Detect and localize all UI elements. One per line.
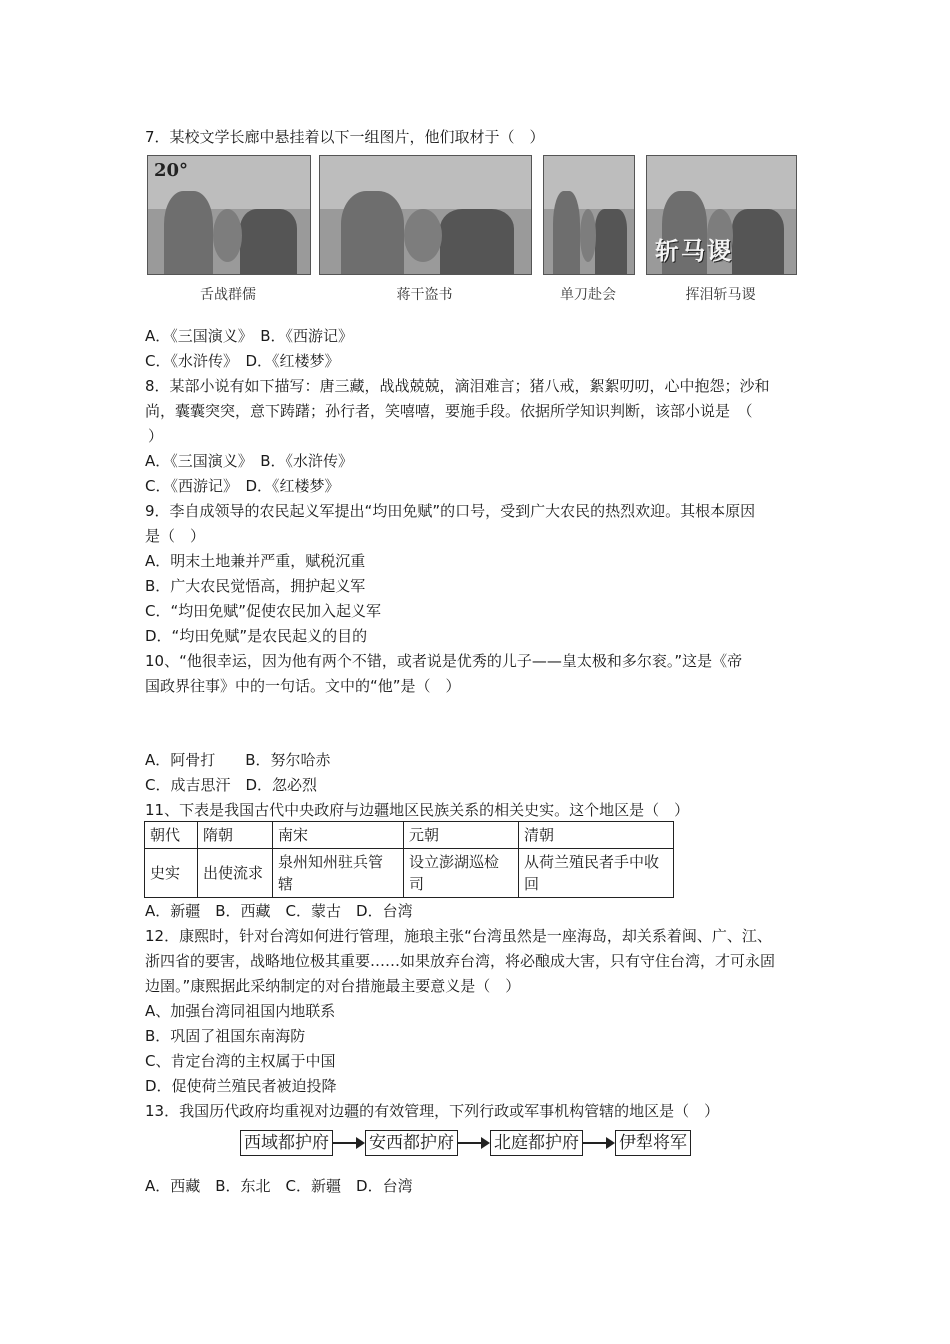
arrow-right-icon [458,1131,490,1155]
q12-option-c: C、肯定台湾的主权属于中国 [145,1052,336,1070]
table-cell: 从荷兰殖民者手中收 回 [519,849,674,898]
table-header-cell: 朝代 [145,822,198,849]
flow-box-anxi: 安西都护府 [365,1130,458,1156]
q7-option-cd: C．《水浒传》 D．《红楼梦》 [145,352,340,370]
flow-box-beiting: 北庭都护府 [490,1130,583,1156]
q11-options: A．新疆 B．西藏 C．蒙古 D．台湾 [145,902,413,920]
table-header-cell: 清朝 [519,822,674,849]
flow-box-xiyu: 西域都护府 [240,1130,333,1156]
caption-2: 蒋干盗书 [396,287,453,303]
table-cell: 设立澎湖巡检 司 [404,849,519,898]
q9-option-b: B．广大农民觉悟高，拥护起义军 [145,577,366,595]
caption-1: 舌战群儒 [200,287,256,303]
q8-stem-line3: ） [148,427,164,445]
table-header-cell: 南宋 [273,822,404,849]
image-huilei-zhan-masu [646,155,797,275]
q10-stem-line2: 国政界往事》中的一句话。文中的“他”是（ ） [145,677,461,695]
table-row-label: 史实 [145,849,198,898]
table-header-row [145,822,674,849]
table-header-cell: 隋朝 [198,822,273,849]
q9-stem-line1: 9．李自成领导的农民起义军提出“均田免赋”的口号，受到广大农民的热烈欢迎。其根本原因 [145,502,756,520]
q8-option-cd: C．《西游记》 D．《红楼梦》 [145,477,340,495]
q12-stem-line3: 边圉。”康熙据此采纳制定的对台措施最主要意义是（ ） [145,977,521,995]
table-header-cell: 元朝 [404,822,519,849]
caption-4: 挥泪斩马谡 [685,287,756,303]
q12-option-b: B．巩固了祖国东南海防 [145,1027,306,1045]
q11-stem: 11、下表是我国古代中央政府与边疆地区民族关系的相关史实。这个地区是（ ） [145,801,690,819]
q7-option-ab: A．《三国演义》 B．《西游记》 [145,327,354,345]
q13-stem: 13．我国历代政府均重视对边疆的有效管理，下列行政或军事机构管辖的地区是（ ） [145,1102,720,1120]
q9-option-c: C．“均田免赋”促使农民加入起义军 [145,602,382,620]
image-jianggan-daoshu [319,155,532,275]
admin-flow-diagram [240,1130,691,1156]
q9-option-a: A．明末土地兼并严重，赋税沉重 [145,552,366,570]
q10-option-ab: A．阿骨打 B．努尔哈赤 [145,751,331,769]
q12-stem-line2: 浙四省的要害，战略地位极其重要……如果放弃台湾，将必酿成大害，只有守住台湾，才可永固 [145,952,776,970]
caption-3: 单刀赴会 [560,287,616,303]
stamp-value: 20° [154,160,189,181]
arrow-right-icon [333,1131,365,1155]
table-cell: 出使流求 [198,849,273,898]
q12-option-a: A、加强台湾同祖国内地联系 [145,1002,336,1020]
flow-box-yili: 伊犁将军 [615,1130,691,1156]
q8-option-ab: A．《三国演义》 B．《水浒传》 [145,452,354,470]
q12-stem-line1: 12．康熙时，针对台湾如何进行管理，施琅主张“台湾虽然是一座海岛，却关系着闽、广、江、 [145,927,772,945]
table-cell: 泉州知州驻兵管 辖 [273,849,404,898]
image-title-text: 斩马谡 [655,237,733,265]
q13-options: A．西藏 B．东北 C．新疆 D．台湾 [145,1177,413,1195]
arrow-right-icon [583,1131,615,1155]
q12-option-d: D．促使荷兰殖民者被迫投降 [145,1077,337,1095]
q10-stem-line1: 10、“他很幸运，因为他有两个不错，或者说是优秀的儿子——皇太极和多尔衮。”这是《帝 [145,652,743,670]
image-dandao-fuhui [543,155,635,275]
history-facts-table [144,821,674,898]
q7-stem: 7．某校文学长廊中悬挂着以下一组图片，他们取材于（ ） [145,128,545,146]
q10-option-cd: C．成吉思汗 D．忽必烈 [145,776,318,794]
image-shezhan-qunru [147,155,311,275]
q9-stem-line2: 是（ ） [145,527,206,545]
q8-stem-line2: 尚，囊囊突突，意下踌躇；孙行者，笑嘻嘻，要施手段。依据所学知识判断，该部小说是 （ [145,402,753,420]
q8-stem-line1: 8．某部小说有如下描写：唐三藏，战战兢兢，滴泪难言；猪八戒，絮絮叨叨，心中抱怨；沙和 [145,377,770,395]
q9-option-d: D．“均田免赋”是农民起义的目的 [145,627,368,645]
table-row [145,849,674,898]
